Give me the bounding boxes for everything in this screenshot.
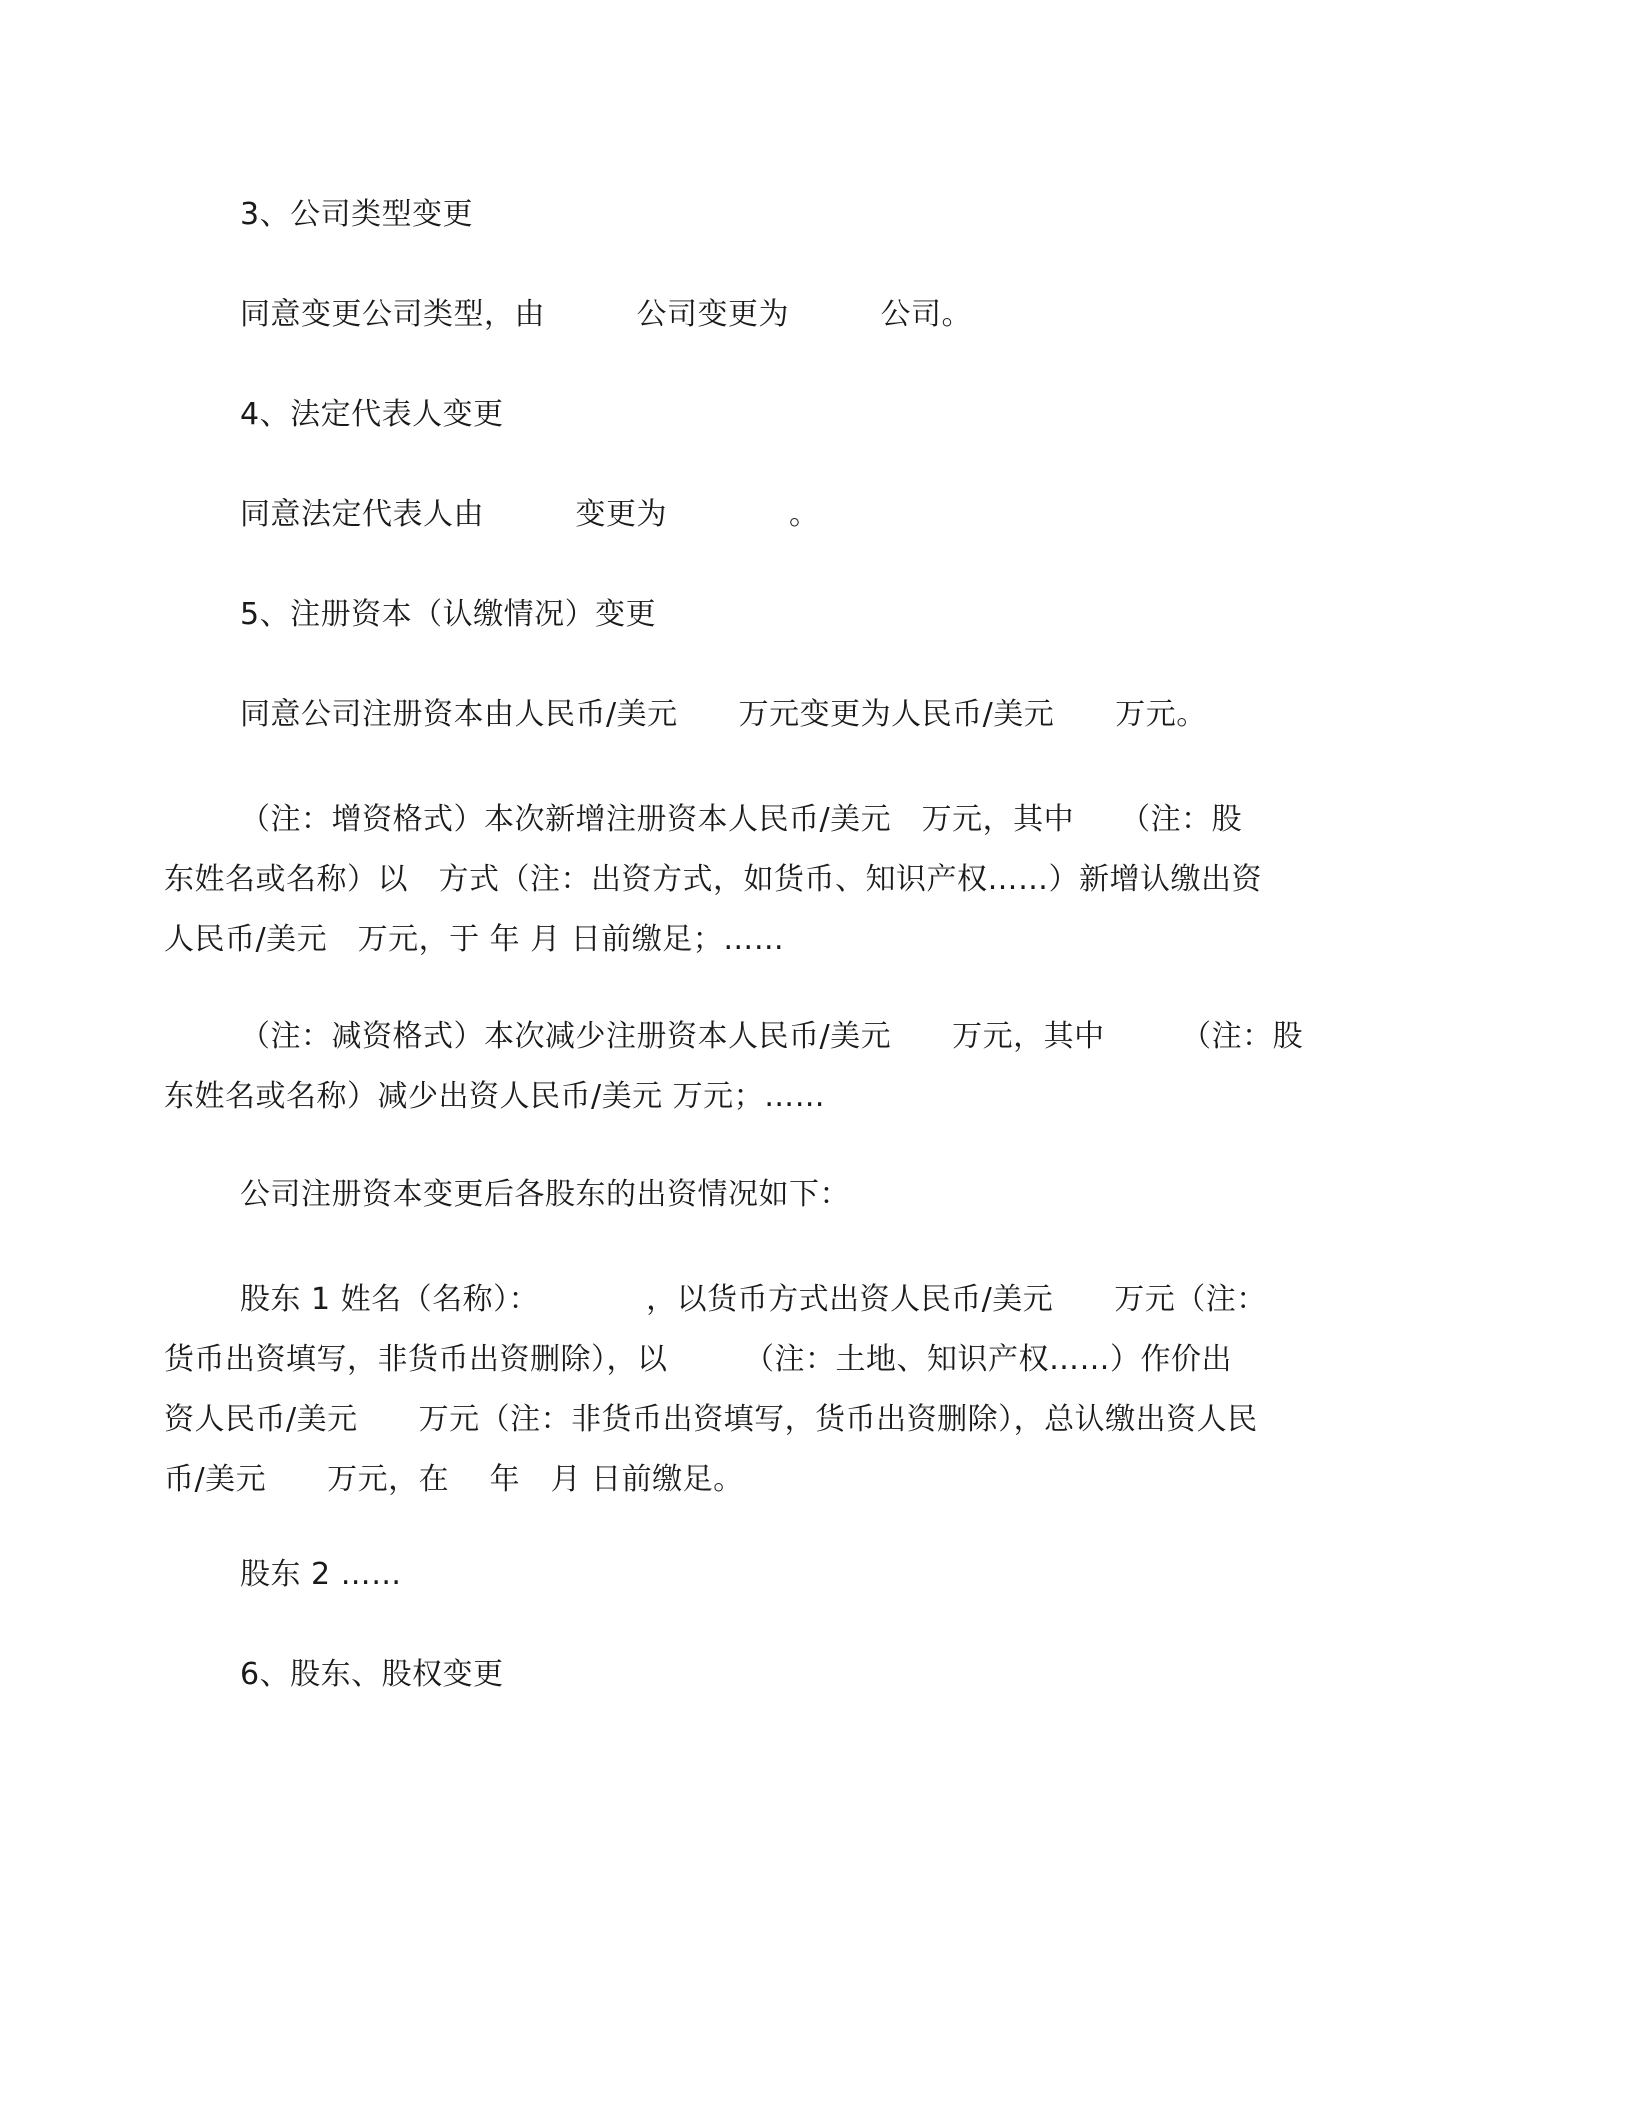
decrease-note-paragraph — [164, 1007, 1390, 1127]
section-3-body: 同意变更公司类型，由 公司变更为 公司。 — [240, 297, 972, 332]
shareholder-1-line-2: 货币出资填写，非货币出资删除），以 （注：土地、知识产权……）作价出 — [164, 1342, 1232, 1377]
section-4-heading: 4、法定代表人变更 — [240, 397, 504, 432]
section-5-heading: 5、注册资本（认缴情况）变更 — [240, 597, 657, 632]
increase-note-paragraph — [164, 790, 1390, 970]
increase-note-line-2: 东姓名或名称）以 方式（注：出资方式，如货币、知识产权……）新增认缴出资 — [164, 862, 1262, 897]
shareholder-2-text: 股东 2 …… — [240, 1557, 402, 1592]
increase-note-line-3: 人民币/美元 万元，于 年 月 日前缴足；…… — [164, 922, 785, 957]
shareholder-1-paragraph — [164, 1270, 1390, 1510]
section-6-heading: 6、股东、股权变更 — [240, 1657, 504, 1692]
decrease-note-line-2: 东姓名或名称）减少出资人民币/美元 万元；…… — [164, 1079, 826, 1114]
shareholder-1-line-3: 资人民币/美元 万元（注：非货币出资填写，货币出资删除），总认缴出资人民 — [164, 1402, 1258, 1437]
decrease-note-line-1: （注：减资格式）本次减少注册资本人民币/美元 万元，其中 （注：股 — [240, 1019, 1304, 1054]
shareholder-1-line-1: 股东 1 姓名（名称）： ，以货币方式出资人民币/美元 万元（注： — [240, 1282, 1267, 1317]
section-4-body: 同意法定代表人由 变更为 。 — [240, 497, 820, 532]
after-change-text: 公司注册资本变更后各股东的出资情况如下： — [240, 1177, 850, 1212]
increase-note-line-1: （注：增资格式）本次新增注册资本人民币/美元 万元，其中 （注：股 — [240, 802, 1243, 837]
shareholder-1-line-4: 币/美元 万元，在 年 月 日前缴足。 — [164, 1462, 744, 1497]
section-5-body: 同意公司注册资本由人民币/美元 万元变更为人民币/美元 万元。 — [240, 697, 1207, 732]
section-3-heading: 3、公司类型变更 — [240, 197, 474, 232]
